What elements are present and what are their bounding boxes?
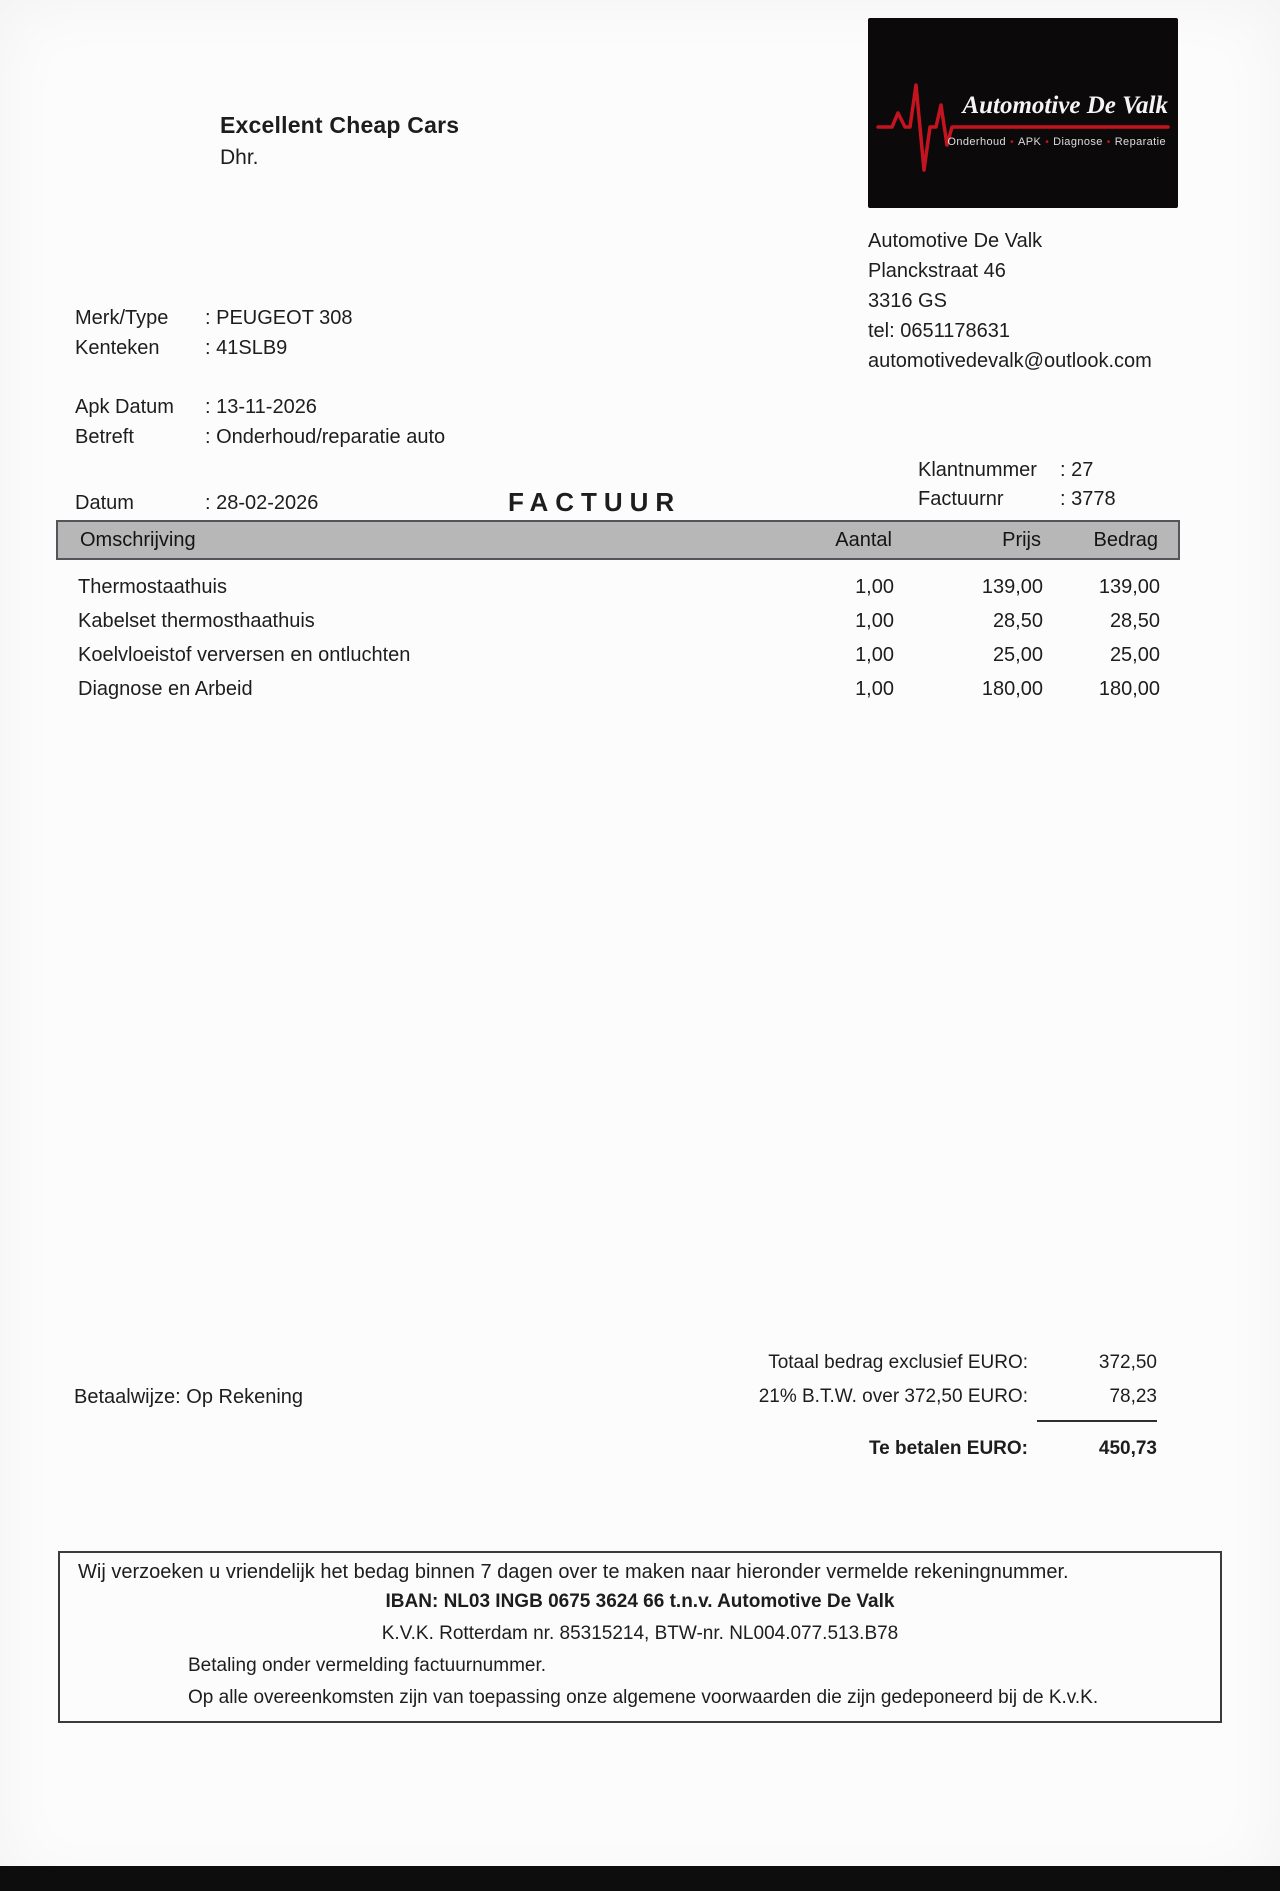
- subtotal-label: Totaal bedrag exclusief EURO:: [768, 1352, 1028, 1373]
- field-label: Datum: [75, 492, 134, 514]
- field-kenteken: [75, 333, 352, 363]
- cell-prijs: 25,00: [992, 643, 1043, 666]
- company-email: automotivedevalk@outlook.com: [868, 350, 1152, 372]
- payment-method: Betaalwijze: Op Rekening: [74, 1386, 304, 1408]
- field-value: : 27: [1060, 459, 1094, 481]
- service-fields: [75, 392, 445, 452]
- field-label: Klantnummer: [918, 459, 1037, 481]
- subtotal-value: 372,50: [1098, 1352, 1157, 1373]
- table-row: [56, 638, 1180, 672]
- field-apk-datum: [75, 392, 445, 422]
- payment-request-line: Wij verzoeken u vriendelijk het bedag binnen 7 dagen over te maken naar hieronder vermelde rekeningnummer.: [78, 1561, 1069, 1583]
- invoice-meta-fields: [918, 456, 1116, 514]
- field-label: Apk Datum: [75, 396, 174, 418]
- logo-tagline-word: APK: [1017, 136, 1042, 148]
- date-field: [75, 488, 318, 518]
- field-value: : Onderhoud/reparatie auto: [205, 426, 446, 448]
- field-value: : 28-02-2026: [205, 492, 319, 514]
- logo-tagline: [947, 136, 1166, 148]
- table-row: [56, 604, 1180, 638]
- table-row: [56, 570, 1180, 604]
- total-due-row: [700, 1438, 1157, 1460]
- total-due-label: Te betalen EURO:: [868, 1438, 1028, 1459]
- header-omschrijving: Omschrijving: [80, 528, 196, 551]
- company-name: Automotive De Valk: [868, 230, 1043, 252]
- cell-aantal: 1,00: [855, 643, 894, 666]
- cell-aantal: 1,00: [855, 677, 894, 700]
- field-value: : 13-11-2026: [205, 396, 317, 418]
- logo-tagline-word: Reparatie: [1114, 136, 1166, 148]
- payment-instructions-box: [58, 1551, 1222, 1723]
- cell-omschrijving: Thermostaathuis: [78, 575, 227, 598]
- company-address-block: [868, 226, 1152, 376]
- field-merk-type: [75, 303, 352, 333]
- vat-value: 78,23: [1109, 1386, 1157, 1407]
- cell-prijs: 28,50: [992, 609, 1043, 632]
- line-items-table: [56, 520, 1180, 706]
- document-title: FACTUUR: [508, 487, 682, 517]
- terms-line: Op alle overeenkomsten zijn van toepassing onze algemene voorwaarden die zijn gedeponeerd bij de K.v.K.: [188, 1687, 1099, 1708]
- kvk-btw-line: K.V.K. Rotterdam nr. 85315214, BTW-nr. NL004.077.513.B78: [381, 1623, 899, 1644]
- cell-bedrag: 180,00: [1098, 677, 1160, 700]
- cell-omschrijving: Diagnose en Arbeid: [78, 677, 253, 700]
- payment-reference-line: Betaling onder vermelding factuurnummer.: [188, 1655, 547, 1676]
- logo-tagline-word: Diagnose: [1053, 136, 1103, 148]
- cell-bedrag: 139,00: [1098, 575, 1160, 598]
- field-value: : PEUGEOT 308: [205, 307, 353, 329]
- company-street: Planckstraat 46: [868, 260, 1006, 282]
- customer-block: [220, 112, 459, 170]
- tagline-dot-icon: •: [1106, 137, 1111, 148]
- cell-bedrag: 25,00: [1109, 643, 1160, 666]
- field-betreft: [75, 422, 445, 452]
- header-prijs: Prijs: [1002, 528, 1041, 551]
- totals-separator-line: [1037, 1420, 1157, 1422]
- field-factuurnr: [918, 485, 1116, 514]
- field-label: Factuurnr: [918, 488, 1004, 510]
- cell-aantal: 1,00: [855, 575, 894, 598]
- cell-omschrijving: Kabelset thermosthaathuis: [78, 609, 315, 632]
- cell-omschrijving: Koelvloeistof verversen en ontluchten: [78, 643, 411, 666]
- cell-prijs: 139,00: [981, 575, 1043, 598]
- customer-company-name: Excellent Cheap Cars: [220, 112, 460, 138]
- logo-tagline-word: Onderhoud: [947, 136, 1007, 148]
- total-due-value: 450,73: [1098, 1438, 1157, 1459]
- company-postal-code: 3316 GS: [868, 290, 947, 312]
- field-value: : 3778: [1060, 488, 1116, 510]
- table-header: [56, 520, 1180, 560]
- field-value: : 41SLB9: [205, 337, 288, 359]
- field-klantnummer: [918, 456, 1116, 485]
- vat-row: [700, 1386, 1157, 1408]
- totals-block: [700, 1352, 1157, 1460]
- scan-bottom-black-strip: [0, 1866, 1280, 1891]
- vehicle-fields: [75, 303, 352, 363]
- cell-aantal: 1,00: [855, 609, 894, 632]
- table-row: [56, 672, 1180, 706]
- company-logo: [868, 18, 1178, 208]
- field-label: Kenteken: [75, 337, 160, 359]
- logo-brand-text: Automotive De Valk: [962, 92, 1168, 119]
- header-aantal: Aantal: [835, 528, 892, 551]
- table-body: [56, 560, 1180, 706]
- iban-line: IBAN: NL03 INGB 0675 3624 66 t.n.v. Automotive De Valk: [385, 1591, 895, 1612]
- header-bedrag: Bedrag: [1093, 528, 1158, 551]
- cell-prijs: 180,00: [981, 677, 1043, 700]
- tagline-dot-icon: •: [1010, 137, 1014, 148]
- field-label: Betreft: [75, 426, 134, 448]
- customer-salutation: Dhr.: [220, 146, 259, 169]
- tagline-dot-icon: •: [1045, 137, 1050, 148]
- subtotal-row: [700, 1352, 1157, 1374]
- company-phone: tel: 0651178631: [868, 320, 1010, 342]
- field-label: Merk/Type: [75, 307, 169, 329]
- field-datum: [75, 488, 318, 518]
- cell-bedrag: 28,50: [1109, 609, 1160, 632]
- vat-label: 21% B.T.W. over 372,50 EURO:: [758, 1386, 1028, 1407]
